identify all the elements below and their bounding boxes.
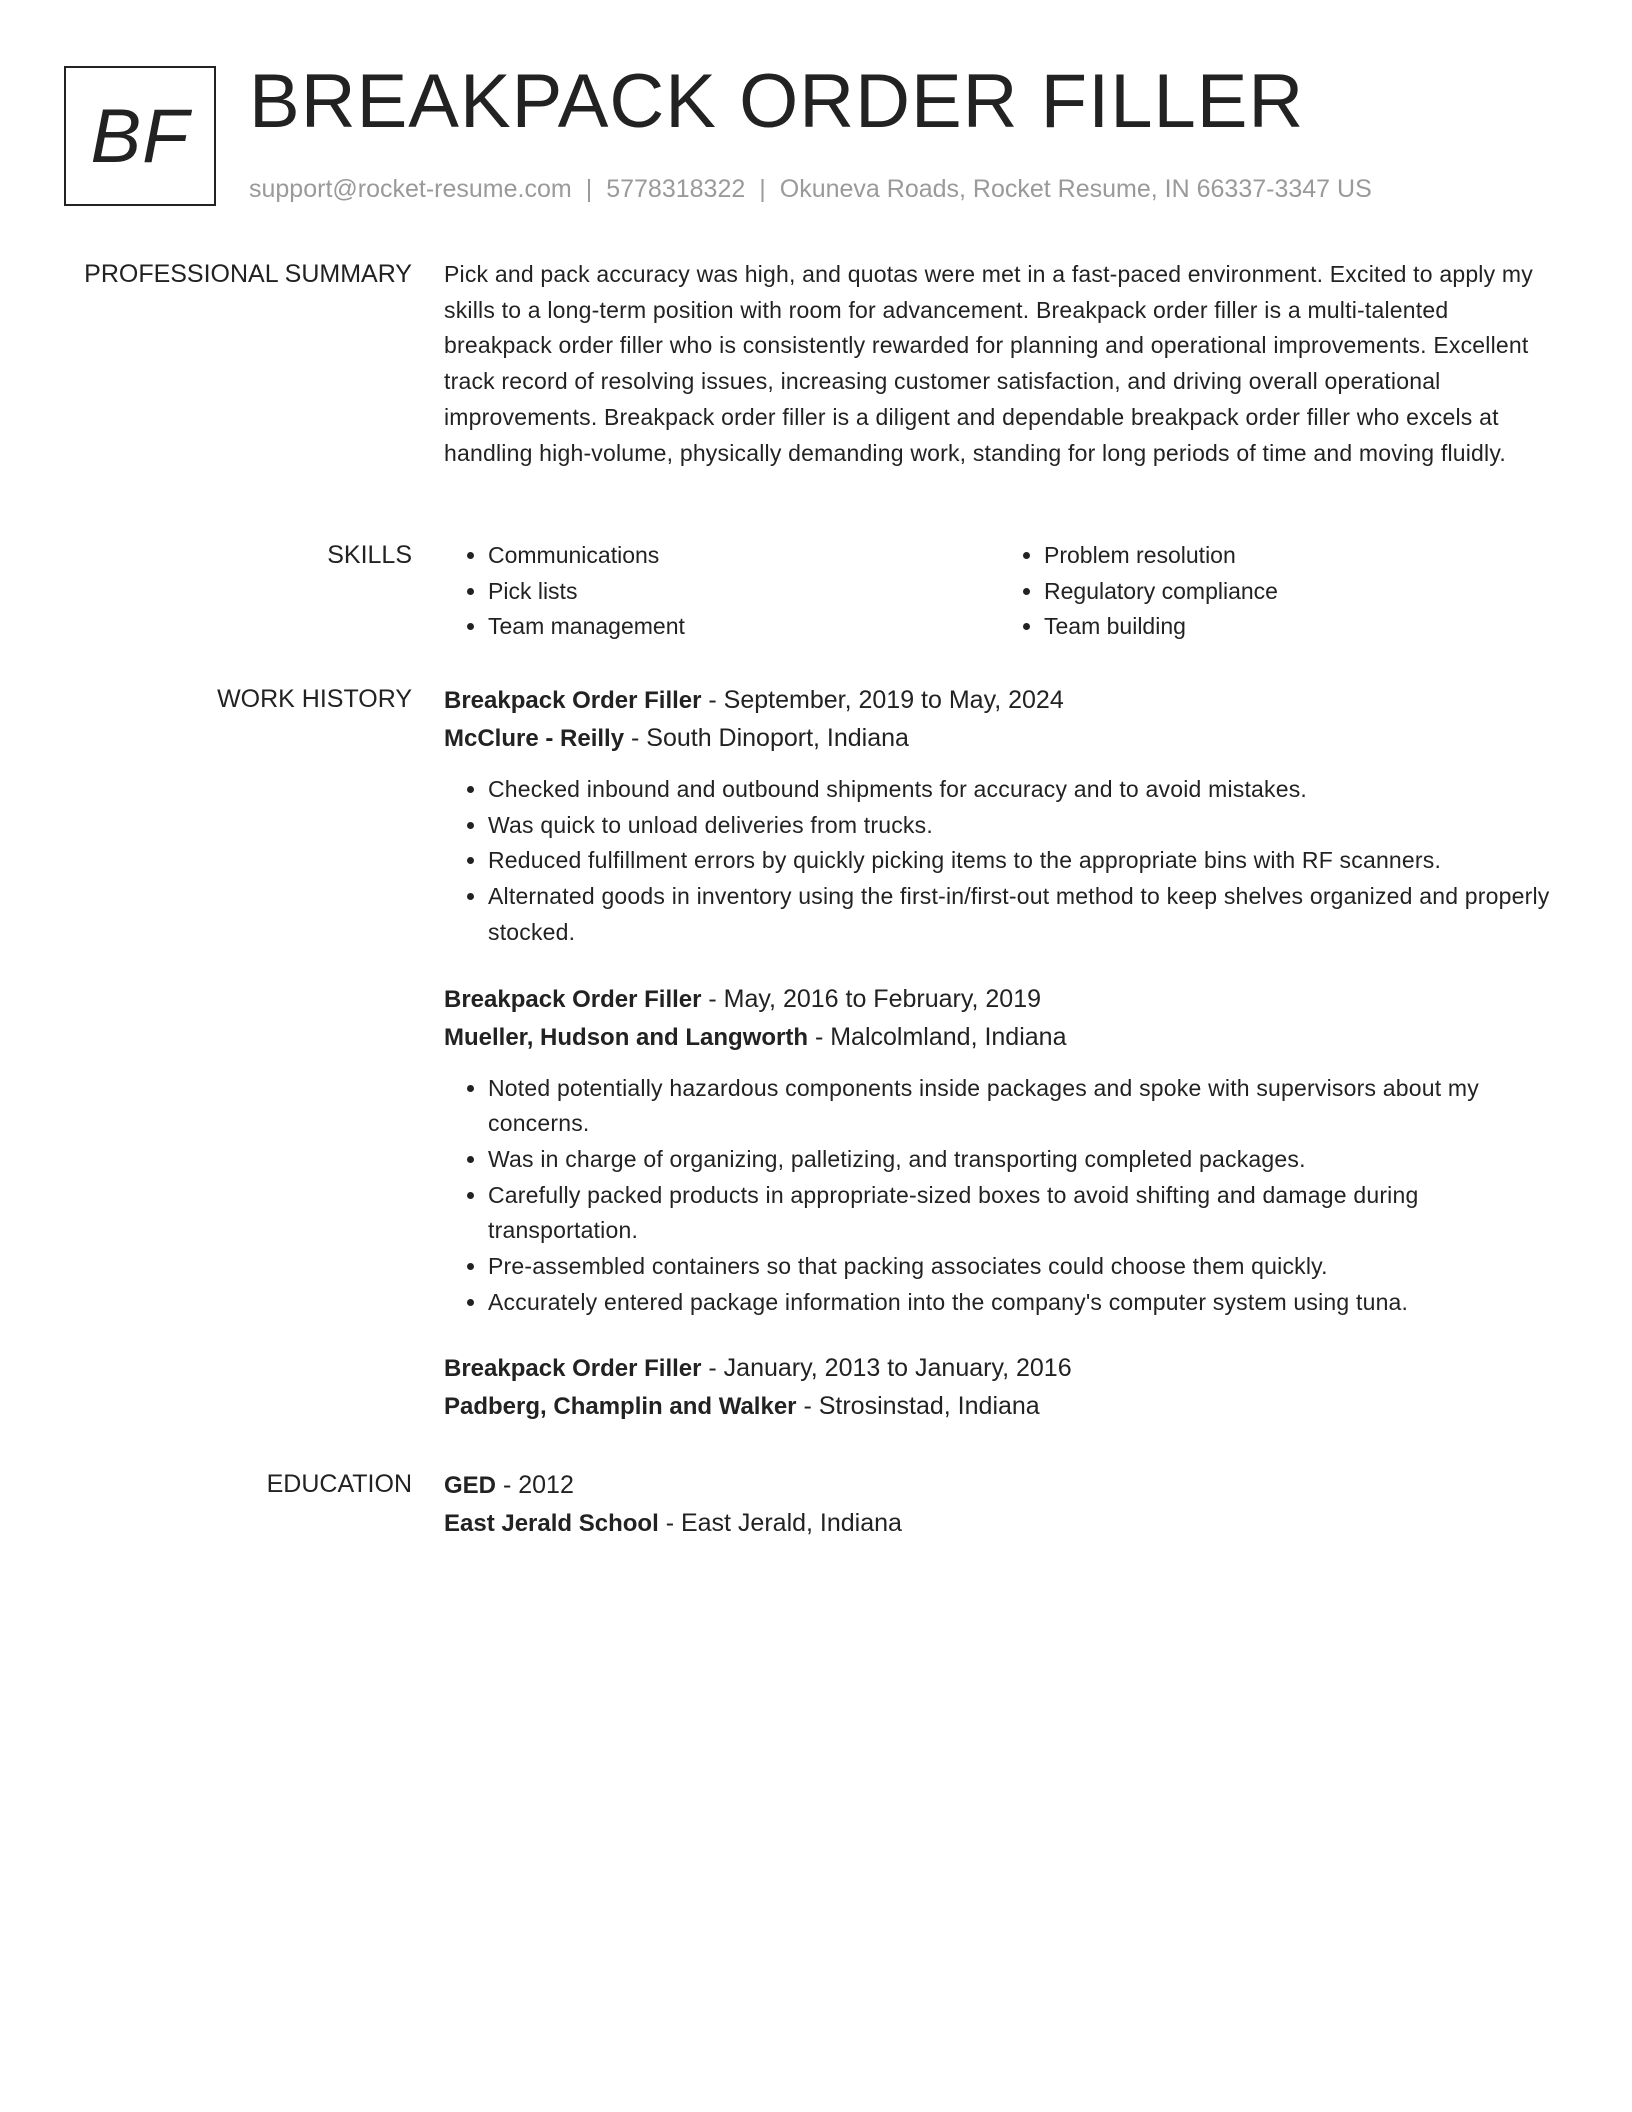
job-bullets xyxy=(444,1071,1556,1321)
summary-body xyxy=(444,257,1556,471)
job-bullet: • Carefully packed products in appropriate-sized boxes to avoid shifting and damage during transportation. xyxy=(488,1178,1556,1249)
job-bullet: • Was quick to unload deliveries from trucks. xyxy=(488,808,1556,844)
contact-address: Okuneva Roads, Rocket Resume, IN 66337-3347 US xyxy=(779,175,1372,203)
job-bullets xyxy=(444,772,1556,951)
education-school: East Jerald School xyxy=(444,1510,659,1537)
skill-item: • Problem resolution xyxy=(1044,538,1556,574)
job-title: Breakpack Order Filler xyxy=(444,1355,702,1383)
job-dates: - January, 2013 to January, 2016 xyxy=(701,1354,1072,1383)
contact-phone: 5778318322 xyxy=(606,175,746,203)
job-bullet: • Alternated goods in inventory using the first-in/first-out method to keep shelves organized and properly stocked. xyxy=(488,879,1556,950)
skill-item: • Communications xyxy=(488,538,1000,574)
skills-list-right xyxy=(1000,538,1556,645)
skill-item: • Pick lists xyxy=(488,574,1000,610)
education-location: - East Jerald, Indiana xyxy=(658,1509,902,1537)
job-company-line xyxy=(444,720,1556,757)
job-title: Breakpack Order Filler xyxy=(444,687,702,714)
job-title-line xyxy=(444,1350,1556,1387)
education-body xyxy=(444,1467,1556,1542)
skills-body xyxy=(444,538,1556,645)
candidate-name: BREAKPACK ORDER FILLER xyxy=(249,59,1305,144)
education-year: - 2012 xyxy=(496,1471,574,1499)
job-location: - South Dinoport, Indiana xyxy=(624,724,909,752)
contact-email: support@rocket-resume.com xyxy=(249,175,572,203)
summary-text: Pick and pack accuracy was high, and quotas were met in a fast-paced environment. Excited to apply my skills to a long-term position with room for advancement. Breakpack order filler is a multi-talented breakpack order filler who is consistently rewarded for planning and operational improvements. Excellent track record of resolving issues, increasing customer satisfaction, and driving overall operational improvements. Breakpack order filler is a diligent and dependable breakpack order filler who excels at handling high-volume, physically demanding work, standing for long periods of time and moving fluidly. xyxy=(444,261,1533,466)
contact-separator: | xyxy=(759,175,766,203)
section-label-work-history: WORK HISTORY xyxy=(217,685,412,713)
job-bullet: • Pre-assembled containers so that packing associates could choose them quickly. xyxy=(488,1249,1556,1285)
education-degree: GED xyxy=(444,1472,497,1499)
education-degree-line xyxy=(444,1467,1556,1504)
section-label-skills: SKILLS xyxy=(327,541,412,569)
job-title: Breakpack Order Filler xyxy=(444,985,702,1013)
skill-item: • Team management xyxy=(488,609,1000,645)
skill-item: • Regulatory compliance xyxy=(1044,574,1556,610)
job-dates: - September, 2019 to May, 2024 xyxy=(701,686,1064,714)
job-bullet: • Noted potentially hazardous components inside packages and spoke with supervisors about my concerns. xyxy=(488,1071,1556,1142)
work-history-body xyxy=(444,682,1556,1425)
job-dates: - May, 2016 to February, 2019 xyxy=(701,984,1041,1013)
monogram-badge xyxy=(64,66,216,206)
education-school-line xyxy=(444,1505,1556,1542)
job-entry xyxy=(444,1350,1556,1425)
job-bullet: • Accurately entered package information into the company's computer system using tuna. xyxy=(488,1285,1556,1321)
job-title-line xyxy=(444,682,1556,719)
job-company: McClure - Reilly xyxy=(444,725,625,752)
job-company-line xyxy=(444,1019,1556,1056)
section-label-education: EDUCATION xyxy=(266,1470,412,1498)
job-location: - Malcolmland, Indiana xyxy=(808,1022,1067,1051)
job-entry xyxy=(444,981,1556,1321)
job-company-line xyxy=(444,1388,1556,1425)
job-bullet: • Checked inbound and outbound shipments for accuracy and to avoid mistakes. xyxy=(488,772,1556,808)
job-entry xyxy=(444,682,1556,951)
job-bullet: • Was in charge of organizing, palletizing, and transporting completed packages. xyxy=(488,1142,1556,1178)
job-bullet: • Reduced fulfillment errors by quickly picking items to the appropriate bins with RF scanners. xyxy=(488,843,1556,879)
contact-separator: | xyxy=(585,175,593,203)
job-company: Padberg, Champlin and Walker xyxy=(444,1393,797,1421)
skills-list-left xyxy=(444,538,1000,645)
job-company: Mueller, Hudson and Langworth xyxy=(444,1023,809,1051)
monogram-initials: BF xyxy=(90,93,190,179)
section-label-summary: PROFESSIONAL SUMMARY xyxy=(84,260,412,288)
job-location: - Strosinstad, Indiana xyxy=(796,1392,1040,1421)
job-title-line xyxy=(444,981,1556,1018)
skill-item: • Team building xyxy=(1044,609,1556,645)
contact-line xyxy=(249,172,1372,206)
